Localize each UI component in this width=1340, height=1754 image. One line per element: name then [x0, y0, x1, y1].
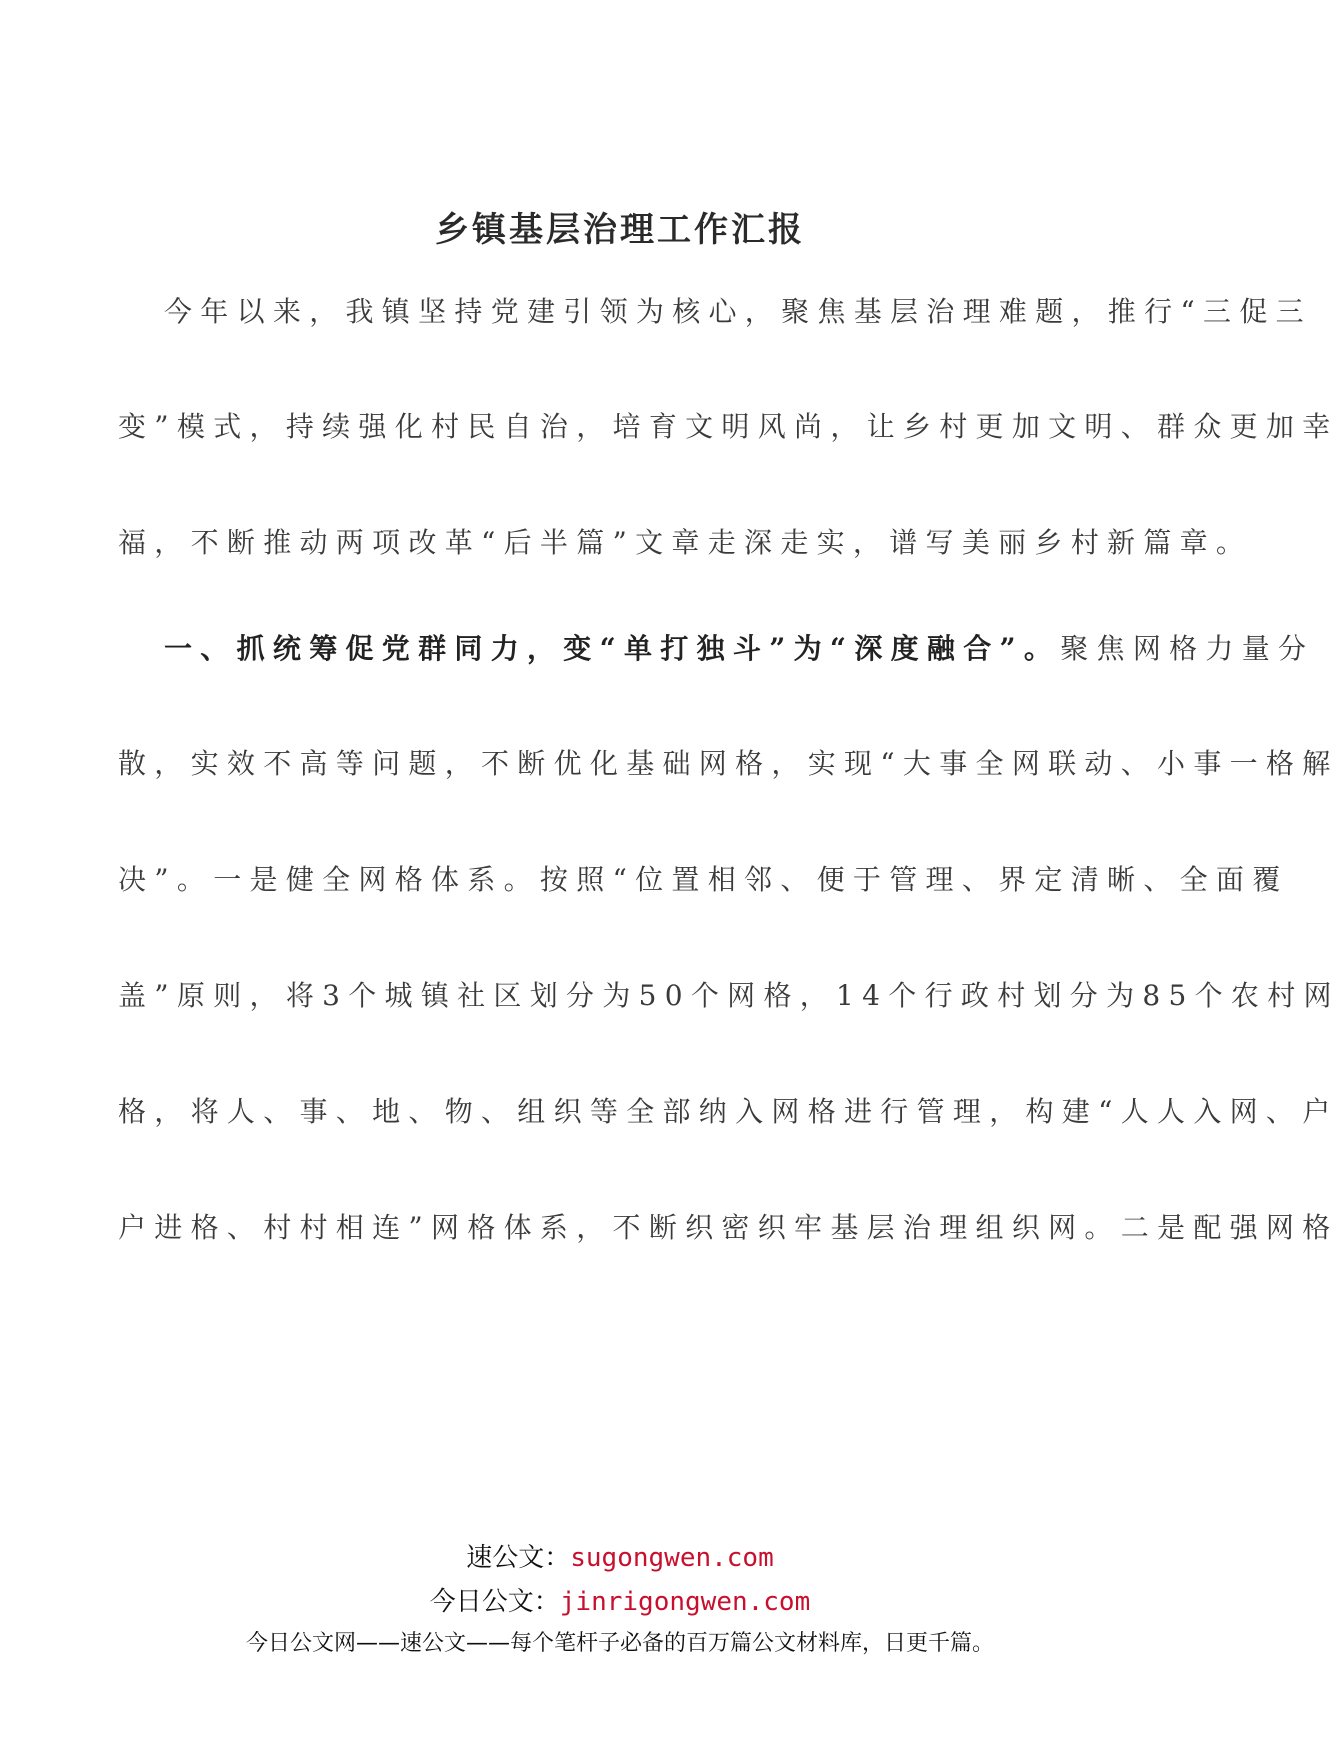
section-text: 聚焦网格力量分	[1060, 632, 1315, 665]
footer-link[interactable]: jinrigongwen.com	[559, 1587, 811, 1617]
paragraph-line: 决”。一是健全网格体系。按照“位置相邻、便于管理、界定清晰、全面覆	[118, 863, 1289, 896]
paragraph-line: 变”模式，持续强化村民自治，培育文明风尚，让乡村更加文明、群众更加幸	[118, 410, 1339, 443]
paragraph-line: 盖”原则，将3个城镇社区划分为50个网格，14个行政村划分为85个农村网	[118, 979, 1340, 1012]
footer-site-2	[0, 1582, 1240, 1622]
footer-label: 速公文：	[466, 1543, 571, 1573]
footer-label: 今日公文：	[429, 1587, 560, 1617]
footer-slogan: 今日公文网——速公文——每个笔杆子必备的百万篇公文材料库，日更千篇。	[245, 1631, 994, 1656]
paragraph-line: 今年以来，我镇坚持党建引领为核心，聚焦基层治理难题，推行“三促三	[164, 295, 1312, 328]
paragraph-line: 户进格、村村相连”网格体系，不断织密织牢基层治理组织网。二是配强网格	[118, 1211, 1339, 1244]
footer-site-1	[0, 1538, 1240, 1578]
paragraph-line: 散，实效不高等问题，不断优化基础网格，实现“大事全网联动、小事一格解	[118, 747, 1339, 780]
paragraph-line: 格，将人、事、地、物、组织等全部纳入网格进行管理，构建“人人入网、户	[118, 1095, 1339, 1128]
section-heading-line	[164, 627, 1315, 671]
section-heading: 一、抓统筹促党群同力，变“单打独斗”为“深度融合”。	[164, 632, 1061, 665]
document-title: 乡镇基层治理工作汇报	[435, 210, 805, 250]
paragraph-line: 福，不断推动两项改革“后半篇”文章走深走实，谱写美丽乡村新篇章。	[118, 526, 1253, 559]
footer-link[interactable]: sugongwen.com	[570, 1543, 774, 1573]
